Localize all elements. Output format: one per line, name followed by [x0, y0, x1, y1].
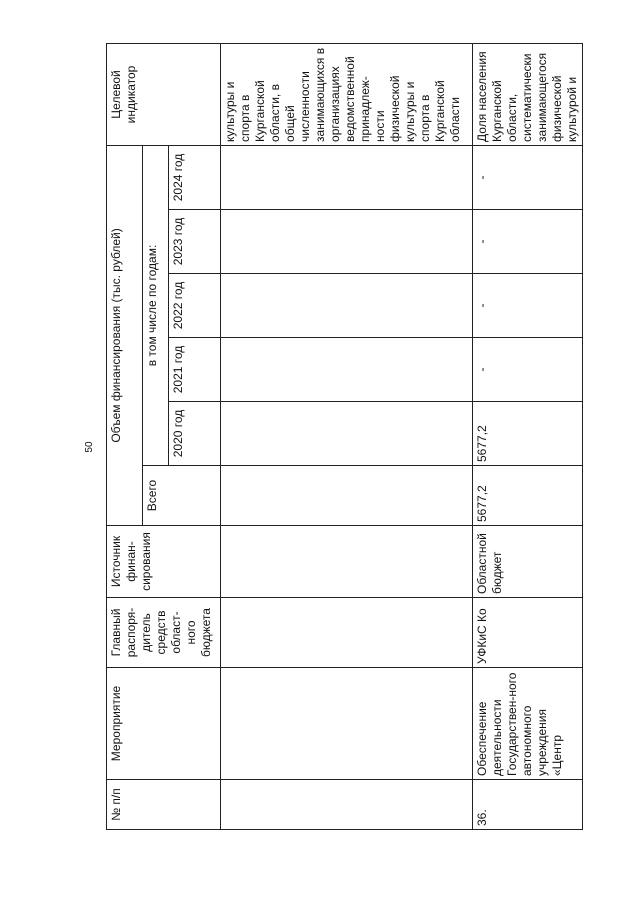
header-num: № п/п	[107, 780, 221, 830]
cell-administrator	[221, 598, 473, 668]
cell-2022	[221, 274, 473, 338]
header-event: Мероприятие	[107, 668, 221, 780]
header-year-2024: 2024 год	[169, 145, 221, 209]
cell-2023: -	[473, 210, 583, 274]
financing-table	[106, 43, 583, 830]
page-number: 50	[84, 441, 95, 453]
cell-indicator: культуры и спорта в Курганской области, в общей численности занимающихся в организациях ведомственной принадлеж-ности физической культуры и спорта в Курганской области	[221, 43, 473, 145]
header-year-2023: 2023 год	[169, 210, 221, 274]
cell-administrator: УФКиС Ко	[473, 598, 583, 668]
cell-source: Областной бюджет	[473, 526, 583, 598]
cell-2020	[221, 402, 473, 466]
cell-event: Обеспечение деятельности Государствен-ного автономного учреждения «Центр	[473, 668, 583, 780]
header-by-years: в том числе по годам:	[143, 145, 169, 465]
header-financing: Объем финансирования (тыс. рублей)	[107, 145, 143, 525]
header-year-2022: 2022 год	[169, 274, 221, 338]
cell-event	[221, 668, 473, 780]
header-year-2020: 2020 год	[169, 402, 221, 466]
cell-indicator: Доля населения Курганской области, систематически занимающегося физической культурой и	[473, 43, 583, 145]
cell-num	[221, 780, 473, 830]
cell-2020: 5677,2	[473, 402, 583, 466]
cell-2022: -	[473, 274, 583, 338]
header-source: Источник финан-сирования	[107, 526, 221, 598]
cell-2021: -	[473, 338, 583, 402]
header-total: Всего	[143, 466, 221, 526]
cell-num: 36.	[473, 780, 583, 830]
header-administrator: Главный распоря-дитель средств област-ного бюджета	[107, 598, 221, 668]
table-row	[473, 43, 583, 829]
cell-2021	[221, 338, 473, 402]
header-indicator: Целевой индикатор	[107, 43, 221, 145]
cell-2024: -	[473, 145, 583, 209]
cell-total	[221, 466, 473, 526]
cell-2023	[221, 210, 473, 274]
rotated-table-container	[106, 44, 578, 830]
table-row	[221, 43, 473, 829]
cell-total: 5677,2	[473, 466, 583, 526]
cell-2024	[221, 145, 473, 209]
cell-source	[221, 526, 473, 598]
header-row-1	[107, 43, 143, 829]
header-year-2021: 2021 год	[169, 338, 221, 402]
